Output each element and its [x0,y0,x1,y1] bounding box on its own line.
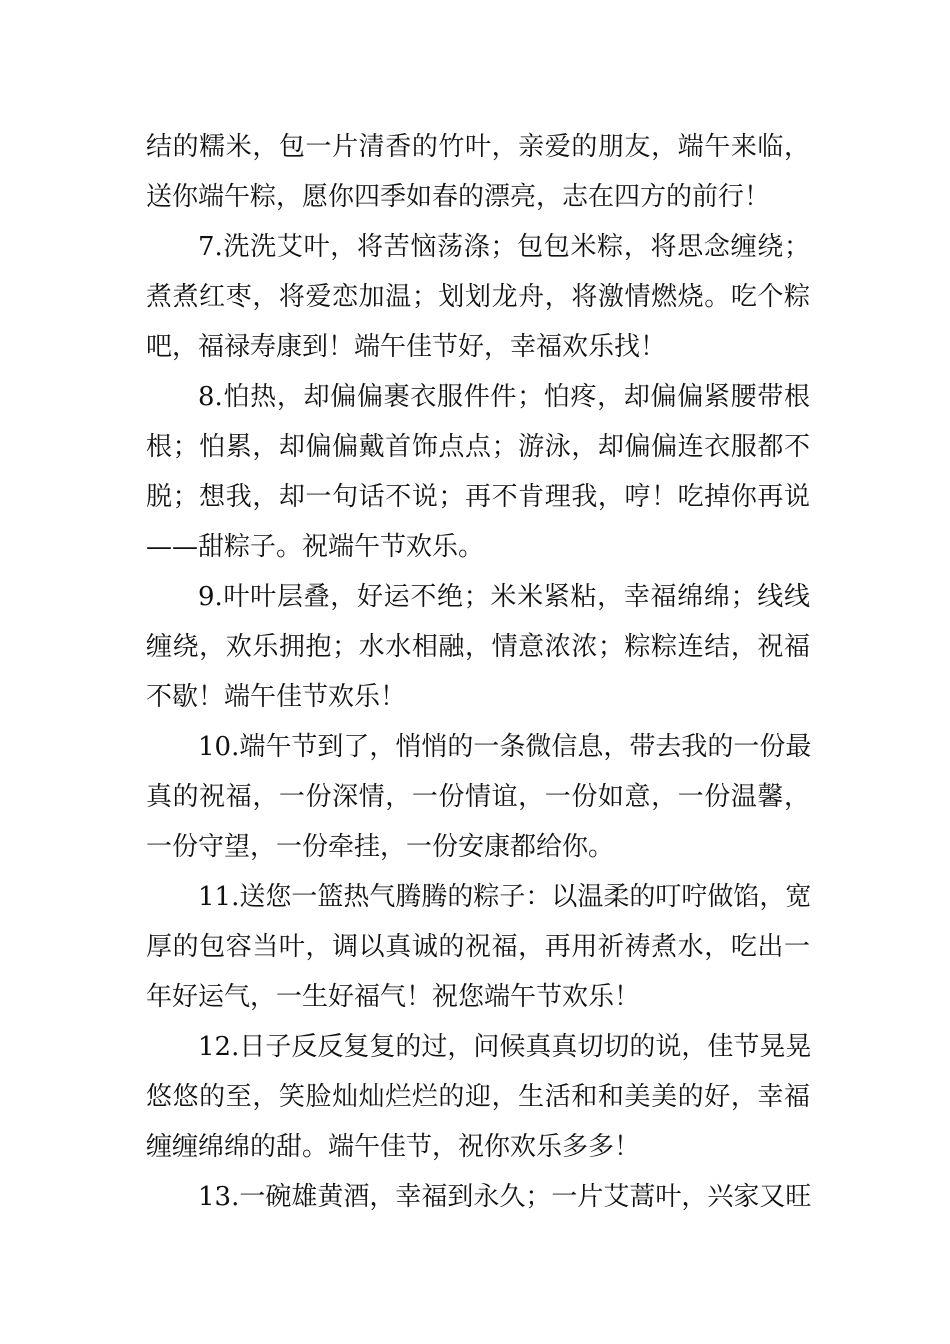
text-line: 不歇！端午佳节欢乐！ [146,682,407,712]
text-line: ——甜粽子。祝端午节欢乐。 [146,532,485,562]
paragraph-start-line: 7.洗洗艾叶，将苦恼荡涤；包包米粽，将思念缠绕； [198,232,810,262]
text-line: 真的祝福，一份深情，一份情谊，一份如意，一份温馨， [146,782,810,812]
text-line: 缠缠绵绵的甜。端午佳节，祝你欢乐多多！ [146,1132,641,1162]
text-line: 煮煮红枣，将爱恋加温；划划龙舟，将激情燃烧。吃个粽 [146,282,810,312]
paragraph-start-line: 11.送您一篮热气腾腾的粽子：以温柔的叮咛做馅，宽 [198,882,812,912]
paragraph-start-line: 8.怕热，却偏偏裹衣服件件；怕疼，却偏偏紧腰带根 [198,382,810,412]
paragraph-start-line: 10.端午节到了，悄悄的一条微信息，带去我的一份最 [198,732,812,762]
paragraph-start-line: 12.日子反反复复的过，问候真真切切的说，佳节晃晃 [198,1032,812,1062]
text-line: 结的糯米，包一片清香的竹叶，亲爱的朋友，端午来临， [146,132,810,162]
paragraph-start-line: 13.一碗雄黄酒，幸福到永久；一片艾蒿叶，兴家又旺 [198,1182,812,1212]
text-line: 厚的包容当叶，调以真诚的祝福，再用祈祷煮水，吃出一 [146,932,810,962]
text-line: 年好运气，一生好福气！祝您端午节欢乐！ [146,982,641,1012]
text-line: 缠绕，欢乐拥抱；水水相融，情意浓浓；粽粽连结，祝福 [146,632,810,662]
text-line: 一份守望，一份牵挂，一份安康都给你。 [146,832,615,862]
text-line: 吧，福禄寿康到！端午佳节好，幸福欢乐找！ [146,332,667,362]
document-body [146,122,810,1222]
text-line: 根；怕累，却偏偏戴首饰点点；游泳，却偏偏连衣服都不 [146,432,810,462]
text-line: 悠悠的至，笑脸灿灿烂烂的迎，生活和和美美的好，幸福 [146,1082,810,1112]
text-line: 送你端午粽，愿你四季如春的漂亮，志在四方的前行！ [146,182,771,212]
text-line: 脱；想我，却一句话不说；再不肯理我，哼！吃掉你再说 [146,482,810,512]
paragraph-start-line: 9.叶叶层叠，好运不绝；米米紧粘，幸福绵绵；线线 [198,582,810,612]
